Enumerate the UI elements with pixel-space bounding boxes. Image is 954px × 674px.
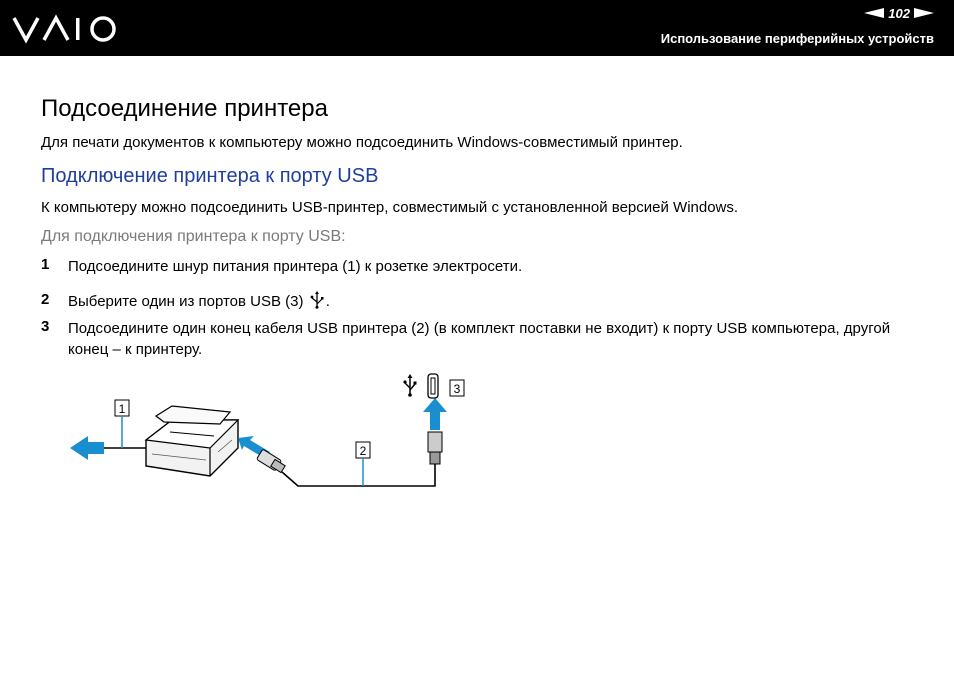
step-text-wrap	[68, 291, 928, 315]
page-title: Подсоединение принтера	[41, 95, 328, 122]
page-number: 102	[888, 6, 910, 21]
section-title: Использование периферийных устройств	[660, 31, 934, 46]
printer-icon	[146, 406, 238, 476]
usb-plug-icon	[256, 449, 285, 472]
usb-icon	[403, 374, 416, 397]
triangle-right-icon[interactable]	[914, 6, 934, 21]
usb-port-icon	[428, 374, 438, 398]
power-arrow-icon	[70, 436, 104, 460]
page-header	[0, 0, 954, 56]
page-navigator	[864, 6, 934, 21]
step-number: 3	[41, 318, 50, 335]
step-suffix: .	[325, 293, 330, 310]
callout-1: 1	[118, 402, 126, 416]
triangle-left-icon[interactable]	[864, 6, 884, 21]
step-number: 1	[41, 256, 50, 273]
intro-text: Для печати документов к компьютеру можно подсоединить Windows-совместимый принтер.	[41, 134, 683, 151]
callout-3: 3	[453, 382, 461, 396]
up-arrow-icon	[423, 398, 447, 430]
callout-2: 2	[359, 444, 367, 458]
printer-connection-diagram	[60, 368, 490, 513]
vaio-logo	[12, 14, 122, 49]
step-text: Выберите один из портов USB (3)	[68, 293, 304, 310]
subsection-text: К компьютеру можно подсоединить USB-принтер, совместимый с установленной версией Windows.	[41, 199, 739, 216]
subsection-title: Подключение принтера к порту USB	[41, 165, 379, 187]
step-text: Подсоедините один конец кабеля USB принтера (2) (в комплект поставки не входит) к порту USB компьютера, другой конец – к принтеру.	[68, 320, 891, 358]
step-number: 2	[41, 291, 50, 308]
procedure-title: Для подключения принтера к порту USB:	[41, 228, 346, 245]
usb-icon	[310, 291, 324, 315]
step-text: Подсоедините шнур питания принтера (1) к розетке электросети.	[68, 258, 523, 275]
